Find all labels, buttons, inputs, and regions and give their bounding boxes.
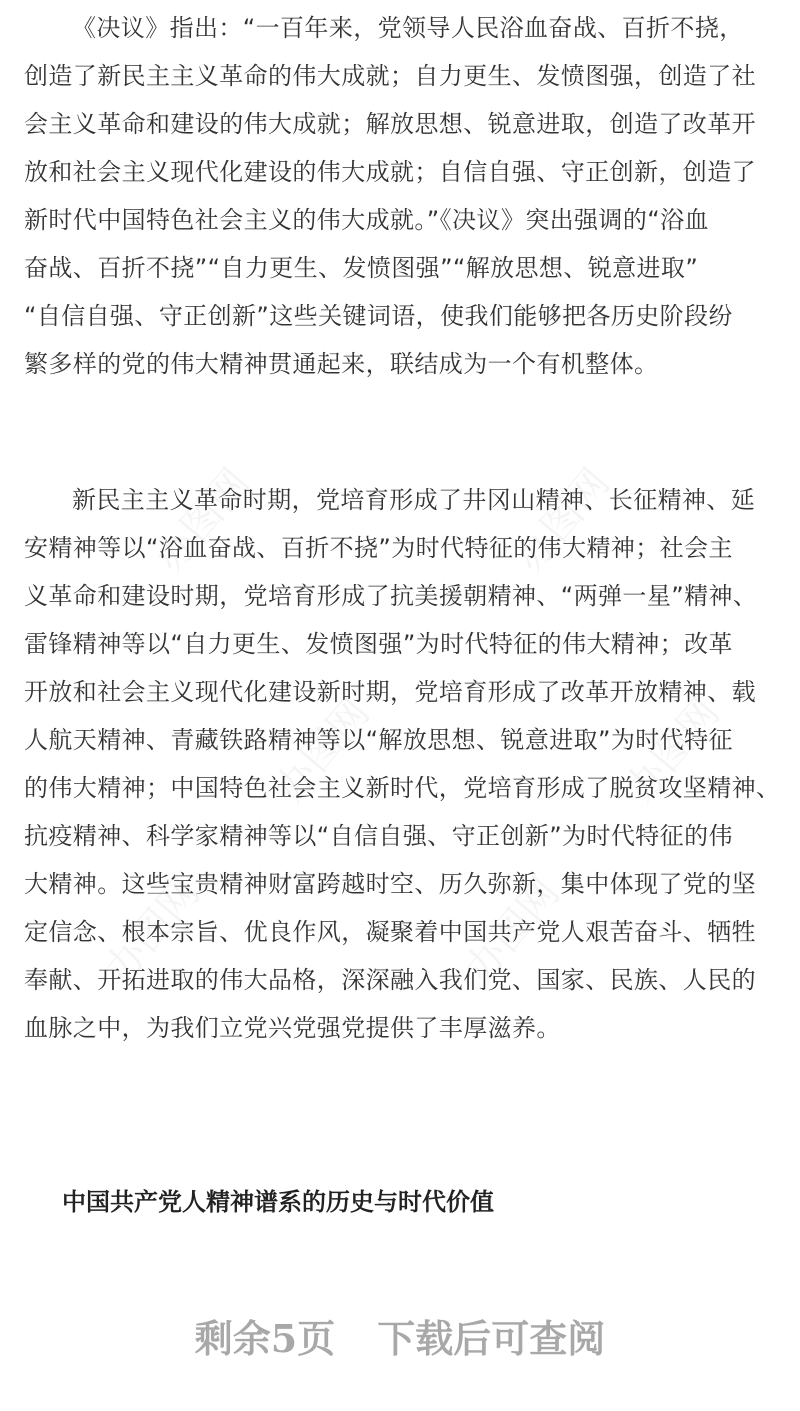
text-line: 血脉之中，为我们立党兴党强党提供了丰厚滋养。	[24, 1014, 561, 1042]
remaining-pages-label[interactable]: 剩余5页	[194, 1315, 336, 1361]
text-line: 人航天精神、青藏铁路精神等以“解放思想、锐意进取”为时代特征	[24, 726, 733, 754]
text-line: 奋战、百折不挠”“自力更生、发愤图强”“解放思想、锐意进取”	[24, 254, 699, 282]
text-line: 放和社会主义现代化建设的伟大成就；自信自强、守正创新，创造了	[24, 158, 756, 186]
text-line: 抗疫精神、科学家精神等以“自信自强、守正创新”为时代特征的伟	[24, 822, 733, 850]
text-line: 新民主主义革命时期，党培育形成了井冈山精神、长征精神、延	[72, 486, 756, 514]
text-line: 奉献、开拓进取的伟大品格，深深融入我们党、国家、民族、人民的	[24, 966, 756, 994]
text-line: 安精神等以“浴血奋战、百折不挠”为时代特征的伟大精神；社会主	[24, 534, 733, 562]
text-line: 定信念、根本宗旨、优良作风，凝聚着中国共产党人艰苦奋斗、牺牲	[24, 918, 756, 946]
watermark: 办图网	[456, 870, 569, 992]
watermark: 办图网	[146, 460, 259, 582]
text-line: 大精神。这些宝贵精神财富跨越时空、历久弥新，集中体现了党的坚	[24, 870, 756, 898]
watermark: 办图网	[616, 690, 729, 812]
text-line: 义革命和建设时期，党培育形成了抗美援朝精神、“两弹一星”精神、	[24, 582, 758, 610]
paragraph-historical-periods	[24, 476, 780, 1052]
text-line: 的伟大精神；中国特色社会主义新时代，党培育形成了脱贫攻坚精神、	[24, 774, 781, 802]
text-line: 繁多样的党的伟大精神贯通起来，联结成为一个有机整体。	[24, 350, 659, 378]
text-line: 会主义革命和建设的伟大成就；解放思想、锐意进取，创造了改革开	[24, 110, 756, 138]
text-line: 新时代中国特色社会主义的伟大成就。”《决议》突出强调的“浴血	[24, 206, 709, 234]
download-prompt[interactable]	[0, 1305, 800, 1365]
text-line: “自信自强、守正创新”这些关键词语，使我们能够把各历史阶段纷	[24, 302, 733, 330]
text-line: 《决议》指出：“一百年来，党领导人民浴血奋战、百折不挠，	[72, 14, 744, 42]
download-to-view-label[interactable]: 下载后可查阅	[377, 1315, 606, 1361]
text-line: 开放和社会主义现代化建设新时期，党培育形成了改革开放精神、载	[24, 678, 756, 706]
watermark: 办图网	[96, 870, 209, 992]
text-line: 雷锋精神等以“自力更生、发愤图强”为时代特征的伟大精神；改革	[24, 630, 733, 658]
watermark: 办图网	[266, 690, 379, 812]
watermark: 办图网	[506, 460, 619, 582]
text-line: 创造了新民主主义革命的伟大成就；自力更生、发愤图强，创造了社	[24, 62, 756, 90]
paragraph-decision-quote	[24, 4, 780, 388]
section-heading: 中国共产党人精神谱系的历史与时代价值	[62, 1188, 494, 1216]
